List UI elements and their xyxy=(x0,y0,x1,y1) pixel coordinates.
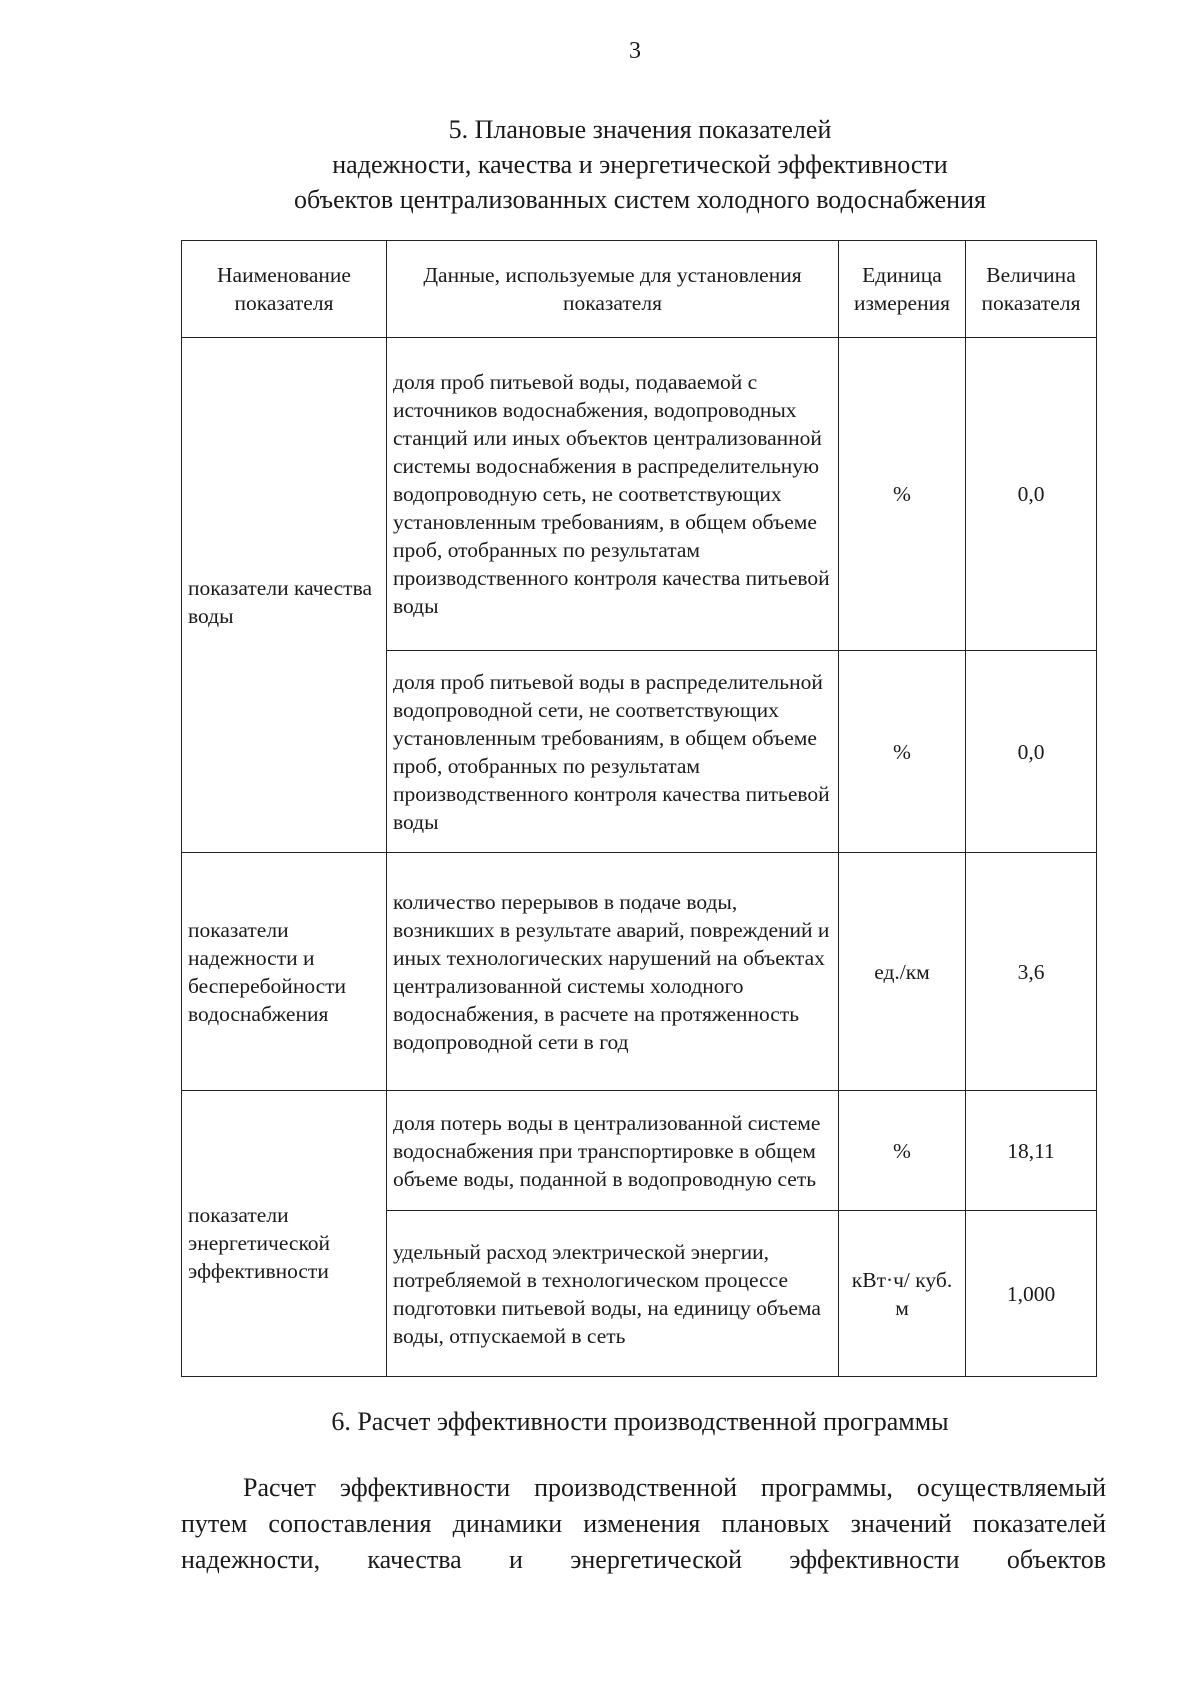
table-row xyxy=(182,338,1097,651)
row-value: 18,11 xyxy=(966,1091,1097,1211)
row-data: доля потерь воды в централизованной системе водоснабжения при транспортировке в общем объеме воды, поданной в водопроводную сеть xyxy=(387,1091,839,1211)
row-data: доля проб питьевой воды, подаваемой с источников водоснабжения, водопроводных станций или иных объектов централизованной системы водоснабжения в распределительную водопроводную сеть, не соответствующих установленным требованиям, в общем объеме проб, отобранных по результатам производственного контроля качества питьевой воды xyxy=(387,338,839,651)
section-5-title-line-3: объектов централизованных систем холодного водоснабжения xyxy=(294,185,986,214)
indicators-table xyxy=(181,240,1097,1377)
row-data: удельный расход электрической энергии, потребляемой в технологическом процессе подготовки питьевой воды, на единицу объема воды, отпускаемой в сеть xyxy=(387,1211,839,1377)
row-unit: кВт·ч/ куб. м xyxy=(839,1211,966,1377)
row-value: 0,0 xyxy=(966,338,1097,651)
indicator-group-reliability: показатели надежности и бесперебойности водоснабжения xyxy=(182,853,387,1091)
row-value: 3,6 xyxy=(966,853,1097,1091)
row-unit: % xyxy=(839,651,966,853)
header-indicator-name: Наименование показателя xyxy=(182,241,387,338)
section-6-title: 6. Расчет эффективности производственной программы xyxy=(331,1407,949,1436)
indicator-group-quality: показатели качества воды xyxy=(182,338,387,853)
section-6-paragraph: Расчет эффективности производственной программы, осуществляемый путем сопоставления динамики изменения плановых значений показателей надежности, качества и энергетической эффективности объектов xyxy=(181,1473,1106,1574)
section-5-title-line-2: надежности, качества и энергетической эффективности xyxy=(332,150,948,179)
indicator-group-energy: показатели энергетической эффективности xyxy=(182,1091,387,1377)
table-row xyxy=(182,1091,1097,1211)
row-data: количество перерывов в подаче воды, возникших в результате аварий, повреждений и иных технологических нарушений на объектах централизованной системы холодного водоснабжения, в расчете на протяженность водопроводной сети в год xyxy=(387,853,839,1091)
row-value: 1,000 xyxy=(966,1211,1097,1377)
row-value: 0,0 xyxy=(966,651,1097,853)
table-header-row xyxy=(182,241,1097,338)
header-value: Величина показателя xyxy=(966,241,1097,338)
table-row xyxy=(182,853,1097,1091)
row-unit: % xyxy=(839,338,966,651)
header-unit: Единица измерения xyxy=(839,241,966,338)
row-data: доля проб питьевой воды в распределительной водопроводной сети, не соответствующих установленным требованиям, в общем объеме проб, отобранных по результатам производственного контроля качества питьевой воды xyxy=(387,651,839,853)
row-unit: % xyxy=(839,1091,966,1211)
row-unit: ед./км xyxy=(839,853,966,1091)
section-5-title xyxy=(170,112,1110,217)
section-5-title-line-1: 5. Плановые значения показателей xyxy=(448,115,832,144)
page-number: 3 xyxy=(629,38,641,64)
header-data: Данные, используемые для установления показателя xyxy=(387,241,839,338)
